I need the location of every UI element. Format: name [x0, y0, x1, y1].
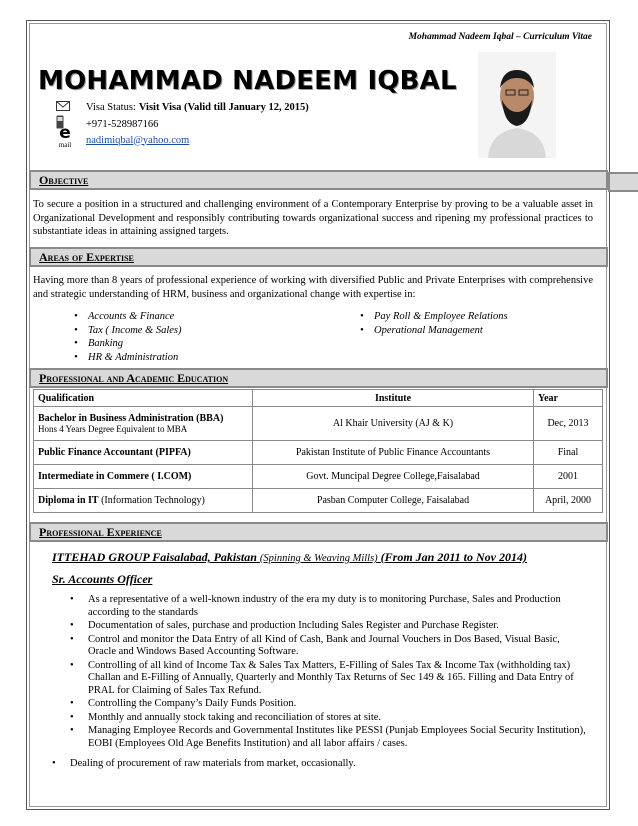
expertise-intro: Having more than 8 years of professional experience of working with diversified Public and Private Enterprises with comprehensive and strategic understanding of HRM, business and organizational change with expertise in:	[33, 275, 593, 300]
year-cell: Final	[534, 441, 603, 465]
col-year: Year	[534, 390, 603, 407]
year-cell: 2001	[534, 465, 603, 489]
qualification-cell: Bachelor in Business Administration (BBA) Hons 4 Years Degree Equivalent to MBA	[34, 407, 253, 441]
year-cell: Dec, 2013	[534, 407, 603, 441]
visa-value: Visit Visa (Valid till January 12, 2015)	[138, 102, 309, 113]
list-item: • Documentation of sales, purchase and production Including Sales Register and Purchase Register.	[70, 620, 590, 633]
envelope-icon	[56, 100, 86, 115]
table-row	[34, 489, 603, 513]
institute-cell: Al Khair University (AJ & K)	[253, 407, 534, 441]
role-title: Sr. Accounts Officer	[52, 572, 153, 586]
objective-text: To secure a position in a structured and challenging environment of a Contemporary Enterprise by proving to be a valuable asset in Organizational Development and responsibly contributing towards organizational success and ripening my professional practices to substantiate ideas in attaining assigned targets.	[33, 199, 593, 237]
education-section-bar	[29, 368, 608, 388]
col-qualification: Qualification	[34, 390, 253, 407]
expertise-item: • Banking	[64, 337, 182, 351]
institute-cell: Govt. Muncipal Degree College,Faisalabad	[253, 465, 534, 489]
institute-cell: Pakistan Institute of Public Finance Accountants	[253, 441, 534, 465]
email-link[interactable]: nadimiqbal@yahoo.com	[86, 134, 190, 146]
expertise-item: • Tax ( Income & Sales)	[64, 324, 182, 338]
col-institute: Institute	[253, 390, 534, 407]
candidate-name: MOHAMMAD NADEEM IQBAL	[38, 66, 457, 96]
visa-label: Visa Status:	[86, 102, 136, 113]
list-item: • Dealing of procurement of raw materials from market, occasionally.	[52, 758, 572, 771]
expertise-left-list	[64, 310, 182, 364]
list-item: • Monthly and annually stock taking and reconciliation of stores at site.	[70, 712, 590, 725]
objective-bar-tail	[608, 172, 638, 192]
email-icon: e mail	[58, 123, 72, 149]
employer-heading: ITTEHAD GROUP Faisalabad, Pakistan (Spinning & Weaving Mills) (From Jan 2011 to Nov 2014)	[52, 550, 527, 564]
expertise-right-list	[350, 310, 508, 337]
expertise-item: • Pay Roll & Employee Relations	[350, 310, 508, 324]
table-row	[34, 441, 603, 465]
institute-cell: Pasban Computer College, Faisalabad	[253, 489, 534, 513]
visa-row	[56, 100, 309, 115]
table-row	[34, 465, 603, 489]
objective-title: Objective	[39, 173, 89, 187]
expertise-item: • Operational Management	[350, 324, 508, 338]
responsibilities-list	[70, 594, 590, 751]
expertise-section-bar	[29, 247, 608, 267]
education-table	[33, 389, 603, 513]
qualification-cell: Intermediate in Commere ( I.COM)	[34, 465, 253, 489]
table-row	[34, 407, 603, 441]
extra-responsibility	[52, 758, 572, 772]
experience-section-bar	[29, 522, 608, 542]
phone-number: +971-528987166	[86, 118, 159, 130]
experience-title: Professional Experience	[39, 525, 162, 539]
expertise-item: • HR & Administration	[64, 351, 182, 365]
header-note: Mohammad Nadeem Iqbal – Curriculum Vitae	[408, 32, 592, 42]
expertise-item: • Accounts & Finance	[64, 310, 182, 324]
list-item: • Managing Employee Records and Governmental Institutes like PESSI (Punjab Employees Social Security Institution), EOBI (Employees Old Age Benefits Institution) and all labor affairs / cases.	[70, 725, 590, 750]
list-item: • Control and monitor the Data Entry of all Kind of Cash, Bank and Journal Vouchers in Dos Based, Visual Basic, Oracle and Windows Based Accounting Software.	[70, 634, 590, 659]
list-item: • Controlling the Company’s Daily Funds Position.	[70, 698, 590, 711]
list-item: • Controlling of all kind of Income Tax & Sales Tax Matters, E-Filling of Sales Tax & Income Tax (withholding tax) Challan and E-Filling of Annually, Quarterly and Monthly Tax Returns of Sec 149 & 165. Filling and Data Entry of PRAL for Claiming of Sales Tax Refund.	[70, 660, 590, 698]
year-cell: April, 2000	[534, 489, 603, 513]
profile-photo	[478, 52, 556, 158]
education-title: Professional and Academic Education	[39, 371, 229, 385]
qualification-cell: Public Finance Accountant (PIPFA)	[34, 441, 253, 465]
list-item: • As a representative of a well-known industry of the era my duty is to monitoring Purchase, Sales and Production according to the standards	[70, 594, 590, 619]
table-header-row	[34, 390, 603, 407]
expertise-title: Areas of Expertise	[39, 250, 134, 264]
qualification-cell: Diploma in IT (Information Technology)	[34, 489, 253, 513]
objective-section-bar	[29, 170, 608, 190]
